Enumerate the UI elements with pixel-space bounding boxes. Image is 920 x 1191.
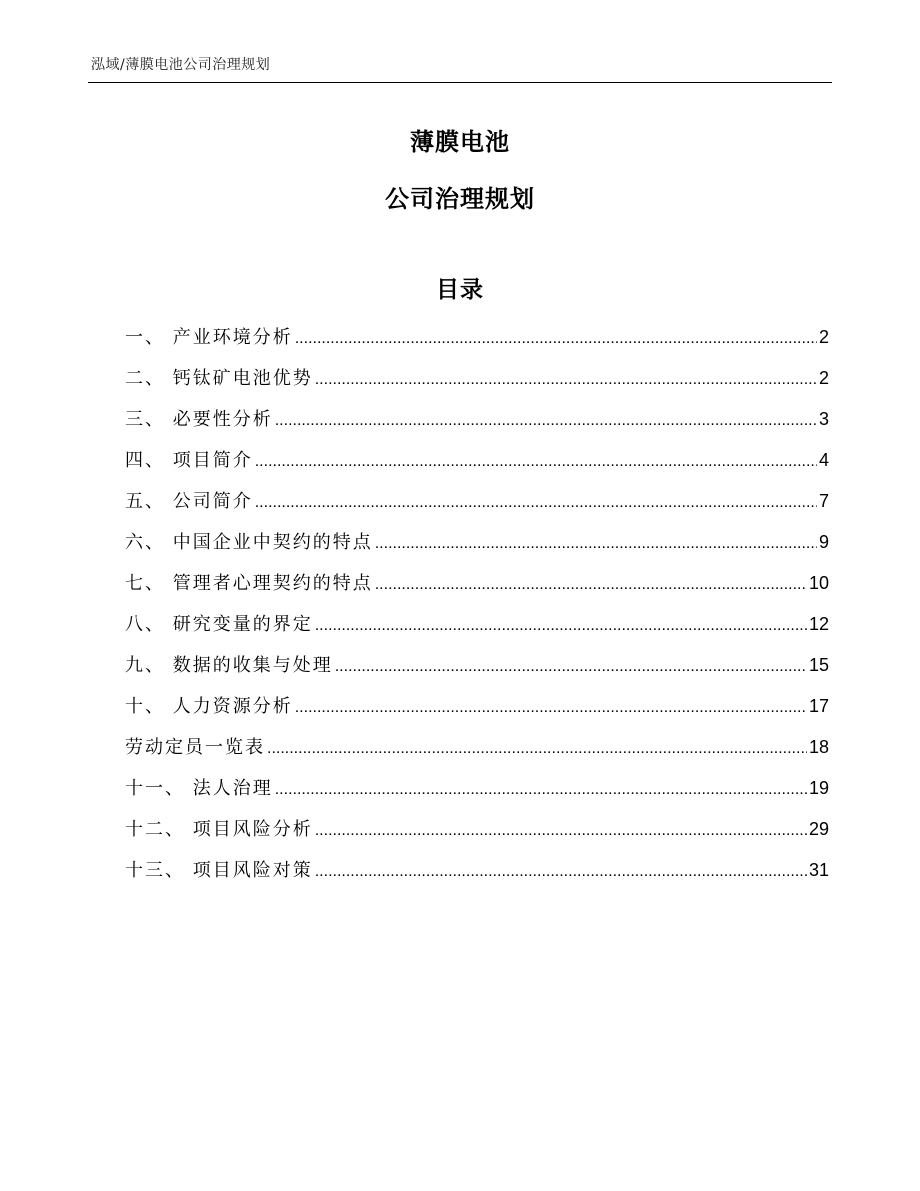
running-header: 泓域/薄膜电池公司治理规划 [91,57,271,73]
toc-entry-label: 十一、 法人治理 [125,778,273,799]
toc-dot-leader [375,529,817,559]
toc-entry-label: 十三、 项目风险对策 [125,860,313,881]
toc-entry-label: 九、 数据的收集与处理 [125,655,333,676]
toc-entry-page: 31 [808,860,829,880]
table-of-contents [125,322,829,896]
toc-dot-leader [315,611,807,641]
toc-entry-page: 4 [818,450,829,470]
toc-heading: 目录 [436,277,484,303]
toc-entry-label: 三、 必要性分析 [125,409,273,430]
toc-entry[interactable] [125,773,829,814]
toc-entry[interactable] [125,322,829,363]
toc-entry-label: 八、 研究变量的界定 [125,614,313,635]
toc-entry-label: 四、 项目简介 [125,450,253,471]
toc-dot-leader [315,816,807,846]
toc-entry[interactable] [125,814,829,855]
document-subtitle: 公司治理规划 [385,185,535,213]
toc-entry[interactable] [125,527,829,568]
toc-entry-page: 12 [808,614,829,634]
document-title: 薄膜电池 [410,128,510,156]
header-divider [88,82,832,83]
toc-entry-page: 10 [808,573,829,593]
toc-dot-leader [295,324,817,354]
toc-dot-leader [375,570,807,600]
toc-entry[interactable] [125,363,829,404]
toc-entry[interactable] [125,855,829,896]
toc-entry-page: 29 [808,819,829,839]
toc-entry[interactable] [125,691,829,732]
toc-dot-leader [275,406,817,436]
toc-dot-leader [255,447,817,477]
toc-entry-label: 五、 公司简介 [125,491,253,512]
toc-dot-leader [315,857,807,887]
toc-entry[interactable] [125,568,829,609]
toc-dot-leader [315,365,817,395]
toc-entry[interactable] [125,650,829,691]
toc-entry-page: 2 [818,327,829,347]
toc-dot-leader [267,734,807,764]
toc-entry[interactable] [125,609,829,650]
toc-entry-page: 19 [808,778,829,798]
toc-entry-page: 9 [818,532,829,552]
toc-entry-page: 7 [818,491,829,511]
toc-entry[interactable] [125,486,829,527]
toc-dot-leader [255,488,817,518]
toc-entry-label: 十、 人力资源分析 [125,696,293,717]
toc-entry-page: 2 [818,368,829,388]
toc-entry-label: 二、 钙钛矿电池优势 [125,368,313,389]
toc-entry[interactable] [125,732,829,773]
toc-dot-leader [295,693,807,723]
toc-entry[interactable] [125,445,829,486]
toc-entry-page: 15 [808,655,829,675]
toc-entry-page: 17 [808,696,829,716]
toc-dot-leader [335,652,807,682]
toc-entry-page: 3 [818,409,829,429]
toc-entry-page: 18 [808,737,829,757]
toc-entry-label: 七、 管理者心理契约的特点 [125,573,373,594]
toc-entry[interactable] [125,404,829,445]
toc-entry-label: 一、 产业环境分析 [125,327,293,348]
toc-entry-label: 十二、 项目风险分析 [125,819,313,840]
toc-dot-leader [275,775,807,805]
toc-entry-label: 劳动定员一览表 [125,737,265,758]
toc-entry-label: 六、 中国企业中契约的特点 [125,532,373,553]
